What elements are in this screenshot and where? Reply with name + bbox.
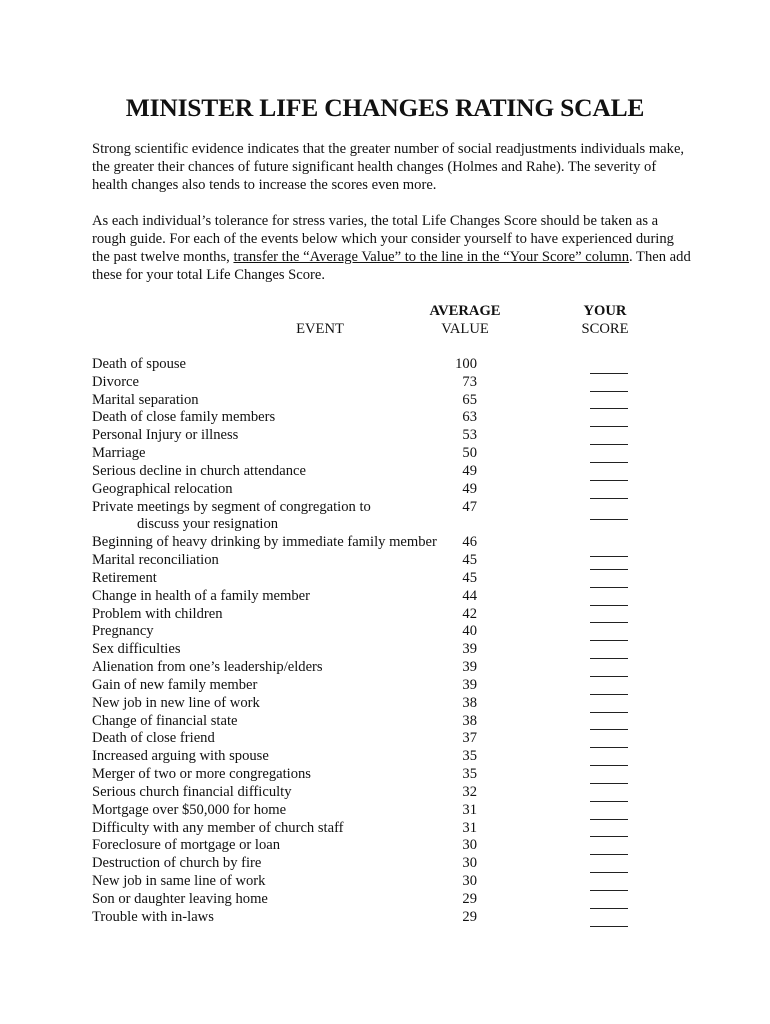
score-blank-line[interactable] [590, 909, 628, 927]
event-name: Problem with children [92, 605, 223, 622]
table-row [92, 427, 652, 445]
table-row [92, 695, 652, 713]
table-row [92, 820, 652, 838]
event-name: Mortgage over $50,000 for home [92, 801, 287, 818]
average-value: 45 [462, 569, 477, 586]
intro-paragraph-2-text-b: . Then add these for your total Life Changes Score. [92, 249, 691, 283]
average-value: 50 [462, 445, 477, 462]
score-blank-line[interactable] [590, 503, 628, 521]
table-row [92, 784, 652, 802]
score-blank-line[interactable] [590, 659, 628, 677]
event-name: Destruction of church by fire [92, 855, 262, 872]
table-row [92, 570, 652, 588]
event-name: Trouble with in-laws [92, 908, 214, 925]
table-row [92, 499, 652, 535]
event-name: Retirement [92, 569, 157, 586]
header-score: SCORE [581, 321, 629, 337]
score-blank-line[interactable] [590, 677, 628, 695]
score-blank-line[interactable] [590, 606, 628, 624]
table-row [92, 909, 652, 927]
score-blank-line[interactable] [590, 837, 628, 855]
event-name: Personal Injury or illness [92, 427, 239, 444]
score-blank-line[interactable] [590, 392, 628, 410]
page-title: MINISTER LIFE CHANGES RATING SCALE [125, 93, 645, 122]
average-value: 31 [462, 801, 477, 818]
score-blank-line[interactable] [590, 873, 628, 891]
intro-paragraph-2-text-a: As each individual’s tolerance for stress varies, the total Life Changes Score should be taken as a rough guide. For each of the events below which your consider yourself to have experienced during the past twelve months, [92, 213, 674, 265]
average-value: 63 [462, 409, 477, 426]
event-name: Pregnancy [92, 623, 154, 640]
average-value: 35 [462, 748, 477, 765]
table-row [92, 891, 652, 909]
header-value: VALUE [441, 321, 489, 337]
table-row [92, 623, 652, 641]
table-row [92, 463, 652, 481]
average-value: 45 [462, 552, 477, 569]
event-name: Son or daughter leaving home [92, 890, 268, 907]
table-row [92, 409, 652, 427]
event-name-continued: discuss your resignation [137, 516, 279, 533]
average-value: 30 [462, 837, 477, 854]
table-row [92, 534, 652, 552]
average-value: 30 [462, 855, 477, 872]
table-row [92, 855, 652, 873]
average-value: 100 [455, 356, 477, 372]
event-name: Gain of new family member [92, 676, 258, 693]
event-name: Serious church financial difficulty [92, 783, 292, 800]
event-name: Private meetings by segment of congregation to [92, 498, 371, 515]
header-event: EVENT [296, 321, 344, 337]
events-table [92, 356, 652, 927]
average-value: 40 [462, 623, 477, 640]
table-row [92, 481, 652, 499]
score-blank-line[interactable] [590, 374, 628, 392]
score-blank-line[interactable] [590, 855, 628, 873]
average-value: 38 [462, 694, 477, 711]
event-name: Difficulty with any member of church staff [92, 819, 344, 836]
average-value: 39 [462, 676, 477, 693]
average-value: 53 [462, 427, 477, 444]
average-value: 39 [462, 659, 477, 676]
table-row [92, 677, 652, 695]
event-name: Change of financial state [92, 712, 238, 729]
average-value: 44 [462, 587, 477, 604]
table-row [92, 713, 652, 731]
average-value: 35 [462, 766, 477, 783]
score-blank-line[interactable] [590, 623, 628, 641]
score-blank-line[interactable] [590, 427, 628, 445]
event-name: Marriage [92, 445, 146, 462]
score-blank-line[interactable] [590, 409, 628, 427]
average-value: 47 [462, 498, 477, 515]
header-your: YOUR [583, 303, 627, 319]
average-value: 46 [462, 534, 477, 551]
table-row [92, 374, 652, 392]
score-blank-line[interactable] [590, 695, 628, 713]
score-blank-line[interactable] [590, 552, 628, 570]
event-name: Foreclosure of mortgage or loan [92, 837, 281, 854]
table-row [92, 445, 652, 463]
event-name: Death of close friend [92, 730, 215, 747]
event-name: Merger of two or more congregations [92, 766, 311, 783]
average-value: 29 [462, 890, 477, 907]
score-blank-line[interactable] [590, 802, 628, 820]
table-row [92, 588, 652, 606]
score-blank-line[interactable] [590, 784, 628, 802]
event-name: Alienation from one’s leadership/elders [92, 659, 323, 676]
event-name: Divorce [92, 373, 140, 390]
average-value: 31 [462, 819, 477, 836]
table-row [92, 873, 652, 891]
event-name: Death of close family members [92, 409, 276, 426]
score-blank-line[interactable] [590, 481, 628, 499]
score-blank-line[interactable] [590, 891, 628, 909]
score-blank-line[interactable] [590, 820, 628, 838]
score-blank-line[interactable] [590, 445, 628, 463]
event-name: Geographical relocation [92, 480, 233, 497]
score-blank-line[interactable] [590, 588, 628, 606]
intro-paragraph-1: Strong scientific evidence indicates that the greater number of social readjustments individuals make, the greater their chances of future significant health changes (Holmes and Rahe). The severity of health changes also tends to increase the scores even more. [92, 141, 685, 193]
average-value: 42 [462, 605, 477, 622]
average-value: 30 [462, 873, 477, 890]
table-row [92, 552, 652, 570]
score-blank-line[interactable] [590, 766, 628, 784]
table-row [92, 802, 652, 820]
table-row [92, 766, 652, 784]
header-average: AVERAGE [429, 303, 501, 319]
average-value: 32 [462, 783, 477, 800]
event-name: Sex difficulties [92, 641, 181, 658]
score-blank-line[interactable] [590, 463, 628, 481]
table-row [92, 748, 652, 766]
instruction-underlined: transfer the “Average Value” to the line in the “Your Score” column [233, 249, 629, 265]
score-blank-line[interactable] [590, 748, 628, 766]
event-name: Marital separation [92, 391, 199, 408]
event-name: Change in health of a family member [92, 587, 311, 604]
event-name: New job in same line of work [92, 873, 266, 890]
score-blank-line[interactable] [590, 356, 628, 374]
score-blank-line[interactable] [590, 713, 628, 731]
average-value: 37 [462, 730, 477, 747]
average-value: 38 [462, 712, 477, 729]
event-name: Beginning of heavy drinking by immediate family member [92, 534, 437, 551]
event-name: Marital reconciliation [92, 552, 219, 569]
table-row [92, 659, 652, 677]
average-value: 39 [462, 641, 477, 658]
score-blank-line[interactable] [590, 570, 628, 588]
average-value: 49 [462, 462, 477, 479]
average-value: 65 [462, 391, 477, 408]
table-row [92, 730, 652, 748]
event-name: New job in new line of work [92, 694, 260, 711]
average-value: 73 [462, 373, 477, 390]
table-row [92, 641, 652, 659]
event-name: Increased arguing with spouse [92, 748, 269, 765]
table-row [92, 837, 652, 855]
event-name: Death of spouse [92, 356, 187, 372]
table-row [92, 606, 652, 624]
table-row [92, 356, 652, 374]
score-blank-line[interactable] [590, 730, 628, 748]
average-value: 29 [462, 908, 477, 925]
average-value: 49 [462, 480, 477, 497]
event-name: Serious decline in church attendance [92, 462, 306, 479]
score-blank-line[interactable] [590, 641, 628, 659]
table-row [92, 392, 652, 410]
intro-paragraph-2 [92, 212, 692, 284]
